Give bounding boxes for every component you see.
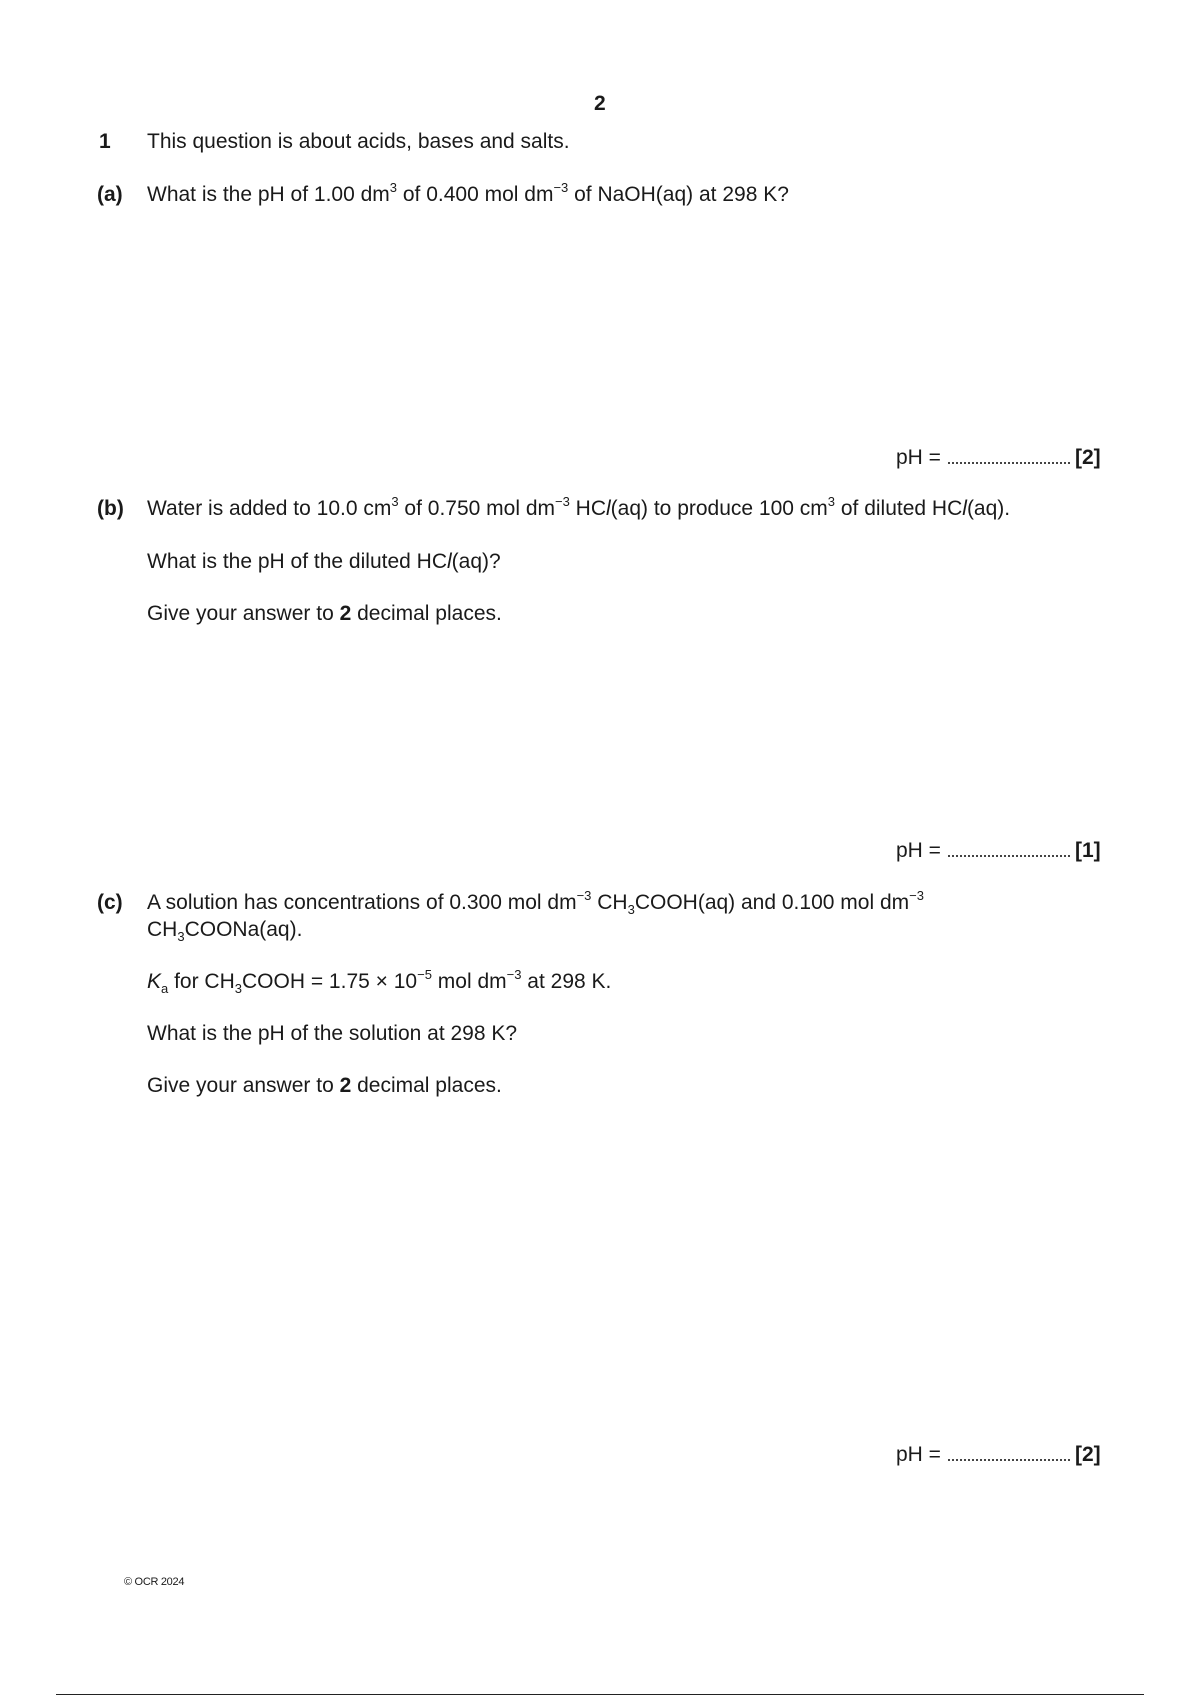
answer-label: pH = xyxy=(896,1443,941,1466)
part-c-label: (c) xyxy=(97,891,123,914)
part-c-line-5: Give your answer to 2 decimal places. xyxy=(147,1074,502,1097)
marks: [2] xyxy=(1074,446,1101,469)
answer-blank[interactable] xyxy=(948,1443,1070,1461)
part-c-line-4: What is the pH of the solution at 298 K? xyxy=(147,1022,518,1045)
question-number: 1 xyxy=(99,130,111,153)
marks: [2] xyxy=(1074,1443,1101,1466)
copyright-footer: © OCR 2024 xyxy=(124,1576,185,1588)
answer-label: pH = xyxy=(896,446,941,469)
part-a-label: (a) xyxy=(97,183,123,206)
part-b-line-2: What is the pH of the diluted HCl(aq)? xyxy=(147,550,501,573)
answer-label: pH = xyxy=(896,839,941,862)
answer-blank[interactable] xyxy=(948,839,1070,857)
question-stem: This question is about acids, bases and salts. xyxy=(147,130,570,153)
part-a-question: What is the pH of 1.00 $dm^3$ of 0.400 mol $dm^{-3}$ of NaOH(aq) at 298 K? xyxy=(147,180,789,206)
part-b-answer-line xyxy=(896,839,1101,863)
part-b-line-3: Give your answer to 2 decimal places. xyxy=(147,602,502,625)
part-b-label: (b) xyxy=(97,497,124,520)
page-bottom-rule xyxy=(56,1694,1144,1695)
part-c-answer-line xyxy=(896,1443,1101,1467)
part-a-answer-line xyxy=(896,446,1101,470)
marks: [1] xyxy=(1074,839,1101,862)
part-c-ka-line: $K_a$ for $CH_3COOH = 1.75 \times 10^{-5}$ mol $dm^{-3}$ at 298 K. xyxy=(147,967,612,996)
part-c-line-1: A solution has concentrations of 0.300 mol $dm^{-3}$ $CH_3COOH(aq)$ and 0.100 mol $dm^{-3}$ xyxy=(147,888,924,917)
page-number: 2 xyxy=(594,92,606,115)
answer-blank[interactable] xyxy=(948,446,1070,464)
part-b-line-1: Water is added to 10.0 $cm^3$ of 0.750 mol $dm^{-3}$ HCl(aq) to produce 100 $cm^3$ of diluted HCl(aq). xyxy=(147,494,1011,520)
part-c-line-2: $CH_3COONa(aq)$. xyxy=(147,918,303,944)
